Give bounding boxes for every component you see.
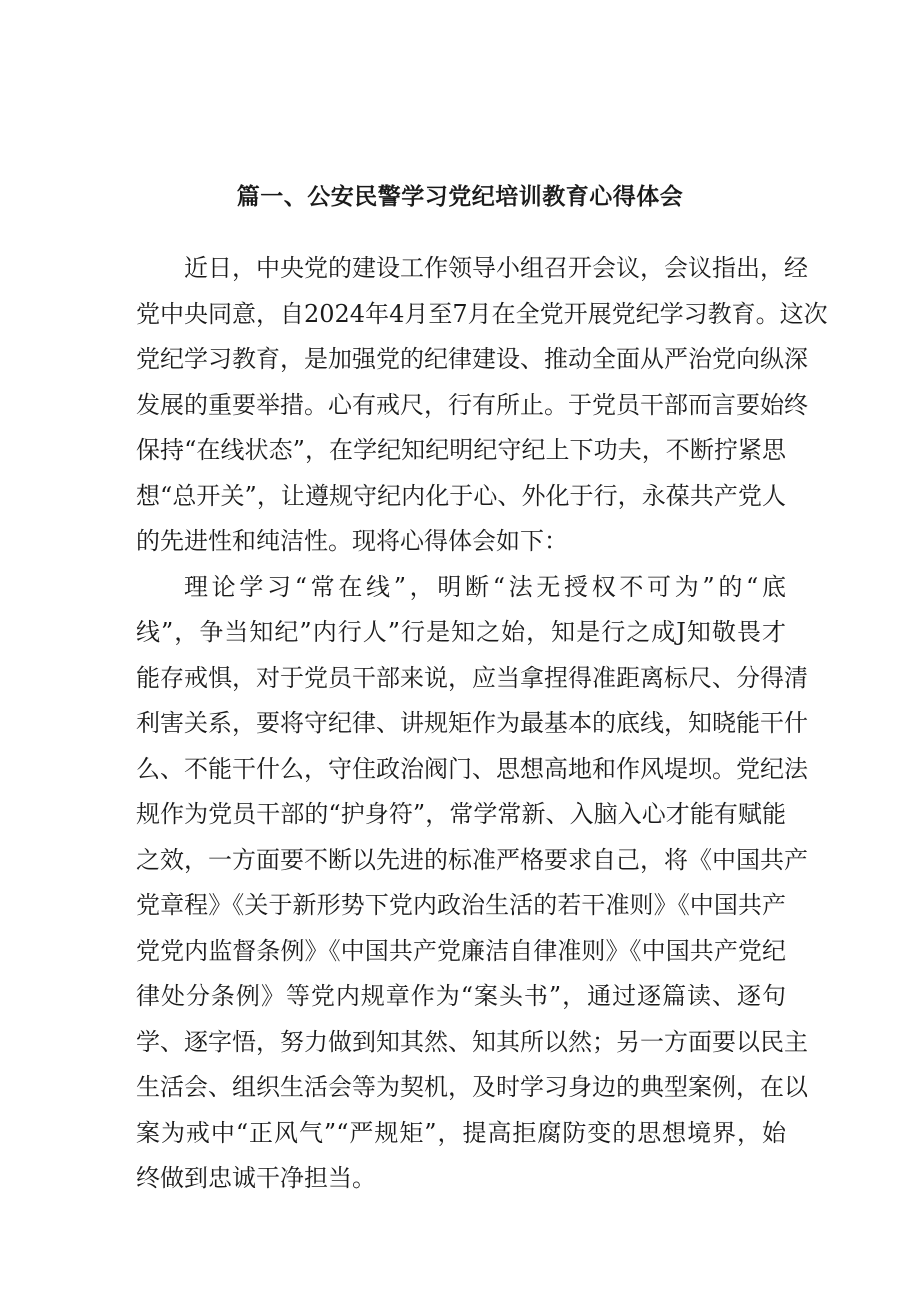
text-line: 党纪学习教育，是加强党的纪律建设、推动全面从严治党向纵深	[136, 345, 808, 373]
text-line: 案为戒中“正风气”“严规矩”，提高拒腐防变的思想境界，始	[136, 1118, 786, 1147]
text-line: 律处分条例》等党内规章作为“案头书”，通过逐篇读、逐句	[136, 982, 786, 1010]
text-line: 么、不能干什么，守住政治阀门、思想高地和作风堤坝。党纪法	[136, 754, 808, 783]
text-line: 党党内监督条例》《中国共产党廉洁自律准则》《中国共产党纪	[136, 936, 786, 965]
document-title: 篇一、公安民警学习党纪培训教育心得体会	[236, 184, 684, 210]
text-line: 学、逐字悟，努力做到知其然、知其所以然；另一方面要以民主	[136, 1027, 808, 1056]
document-body	[136, 246, 828, 1202]
text-line: 理论学习“常在线”，明断“法无授权不可为”的“底	[184, 572, 786, 601]
text-line: 利害关系，要将守纪律、讲规矩作为最基本的底线，知晓能干什	[136, 709, 808, 737]
text-line: 近日，中央党的建设工作领导小组召开会议，会议指出，经	[184, 254, 808, 282]
text-line: 之效，一方面要不断以先进的标准严格要求自己，将《中国共产	[136, 845, 808, 874]
text-line: 终做到忠诚干净担当。	[136, 1164, 376, 1192]
paragraph-1	[136, 246, 828, 565]
text-line: 线”，争当知纪”内行人”行是知之始，知是行之成J知敬畏才	[136, 618, 786, 646]
text-line: 想“总开关”，让遵规守纪内化于心、外化于行，永葆共产党人	[136, 481, 786, 510]
text-line: 保持“在线状态”，在学纪知纪明纪守纪上下功夫，不断拧紧思	[136, 436, 786, 464]
text-line: 党中央同意，自2024年4月至7月在全党开展党纪学习教育。这次	[136, 299, 828, 328]
text-line: 发展的重要举措。心有戒尺，行有所止。于党员干部而言要始终	[136, 390, 808, 419]
text-line: 党章程》《关于新形势下党内政治生活的若干准则》《中国共产	[136, 891, 786, 919]
text-line: 规作为党员干部的“护身符”，常学常新、入脑入心才能有赋能	[136, 800, 786, 828]
text-line: 生活会、组织生活会等为契机，及时学习身边的典型案例，在以	[136, 1073, 808, 1101]
paragraph-2	[136, 565, 808, 1202]
text-line: 能存戒惧，对于党员干部来说，应当拿捏得准距离标尺、分得清	[136, 663, 808, 692]
text-line: 的先进性和纯洁性。现将心得体会如下：	[136, 527, 568, 555]
